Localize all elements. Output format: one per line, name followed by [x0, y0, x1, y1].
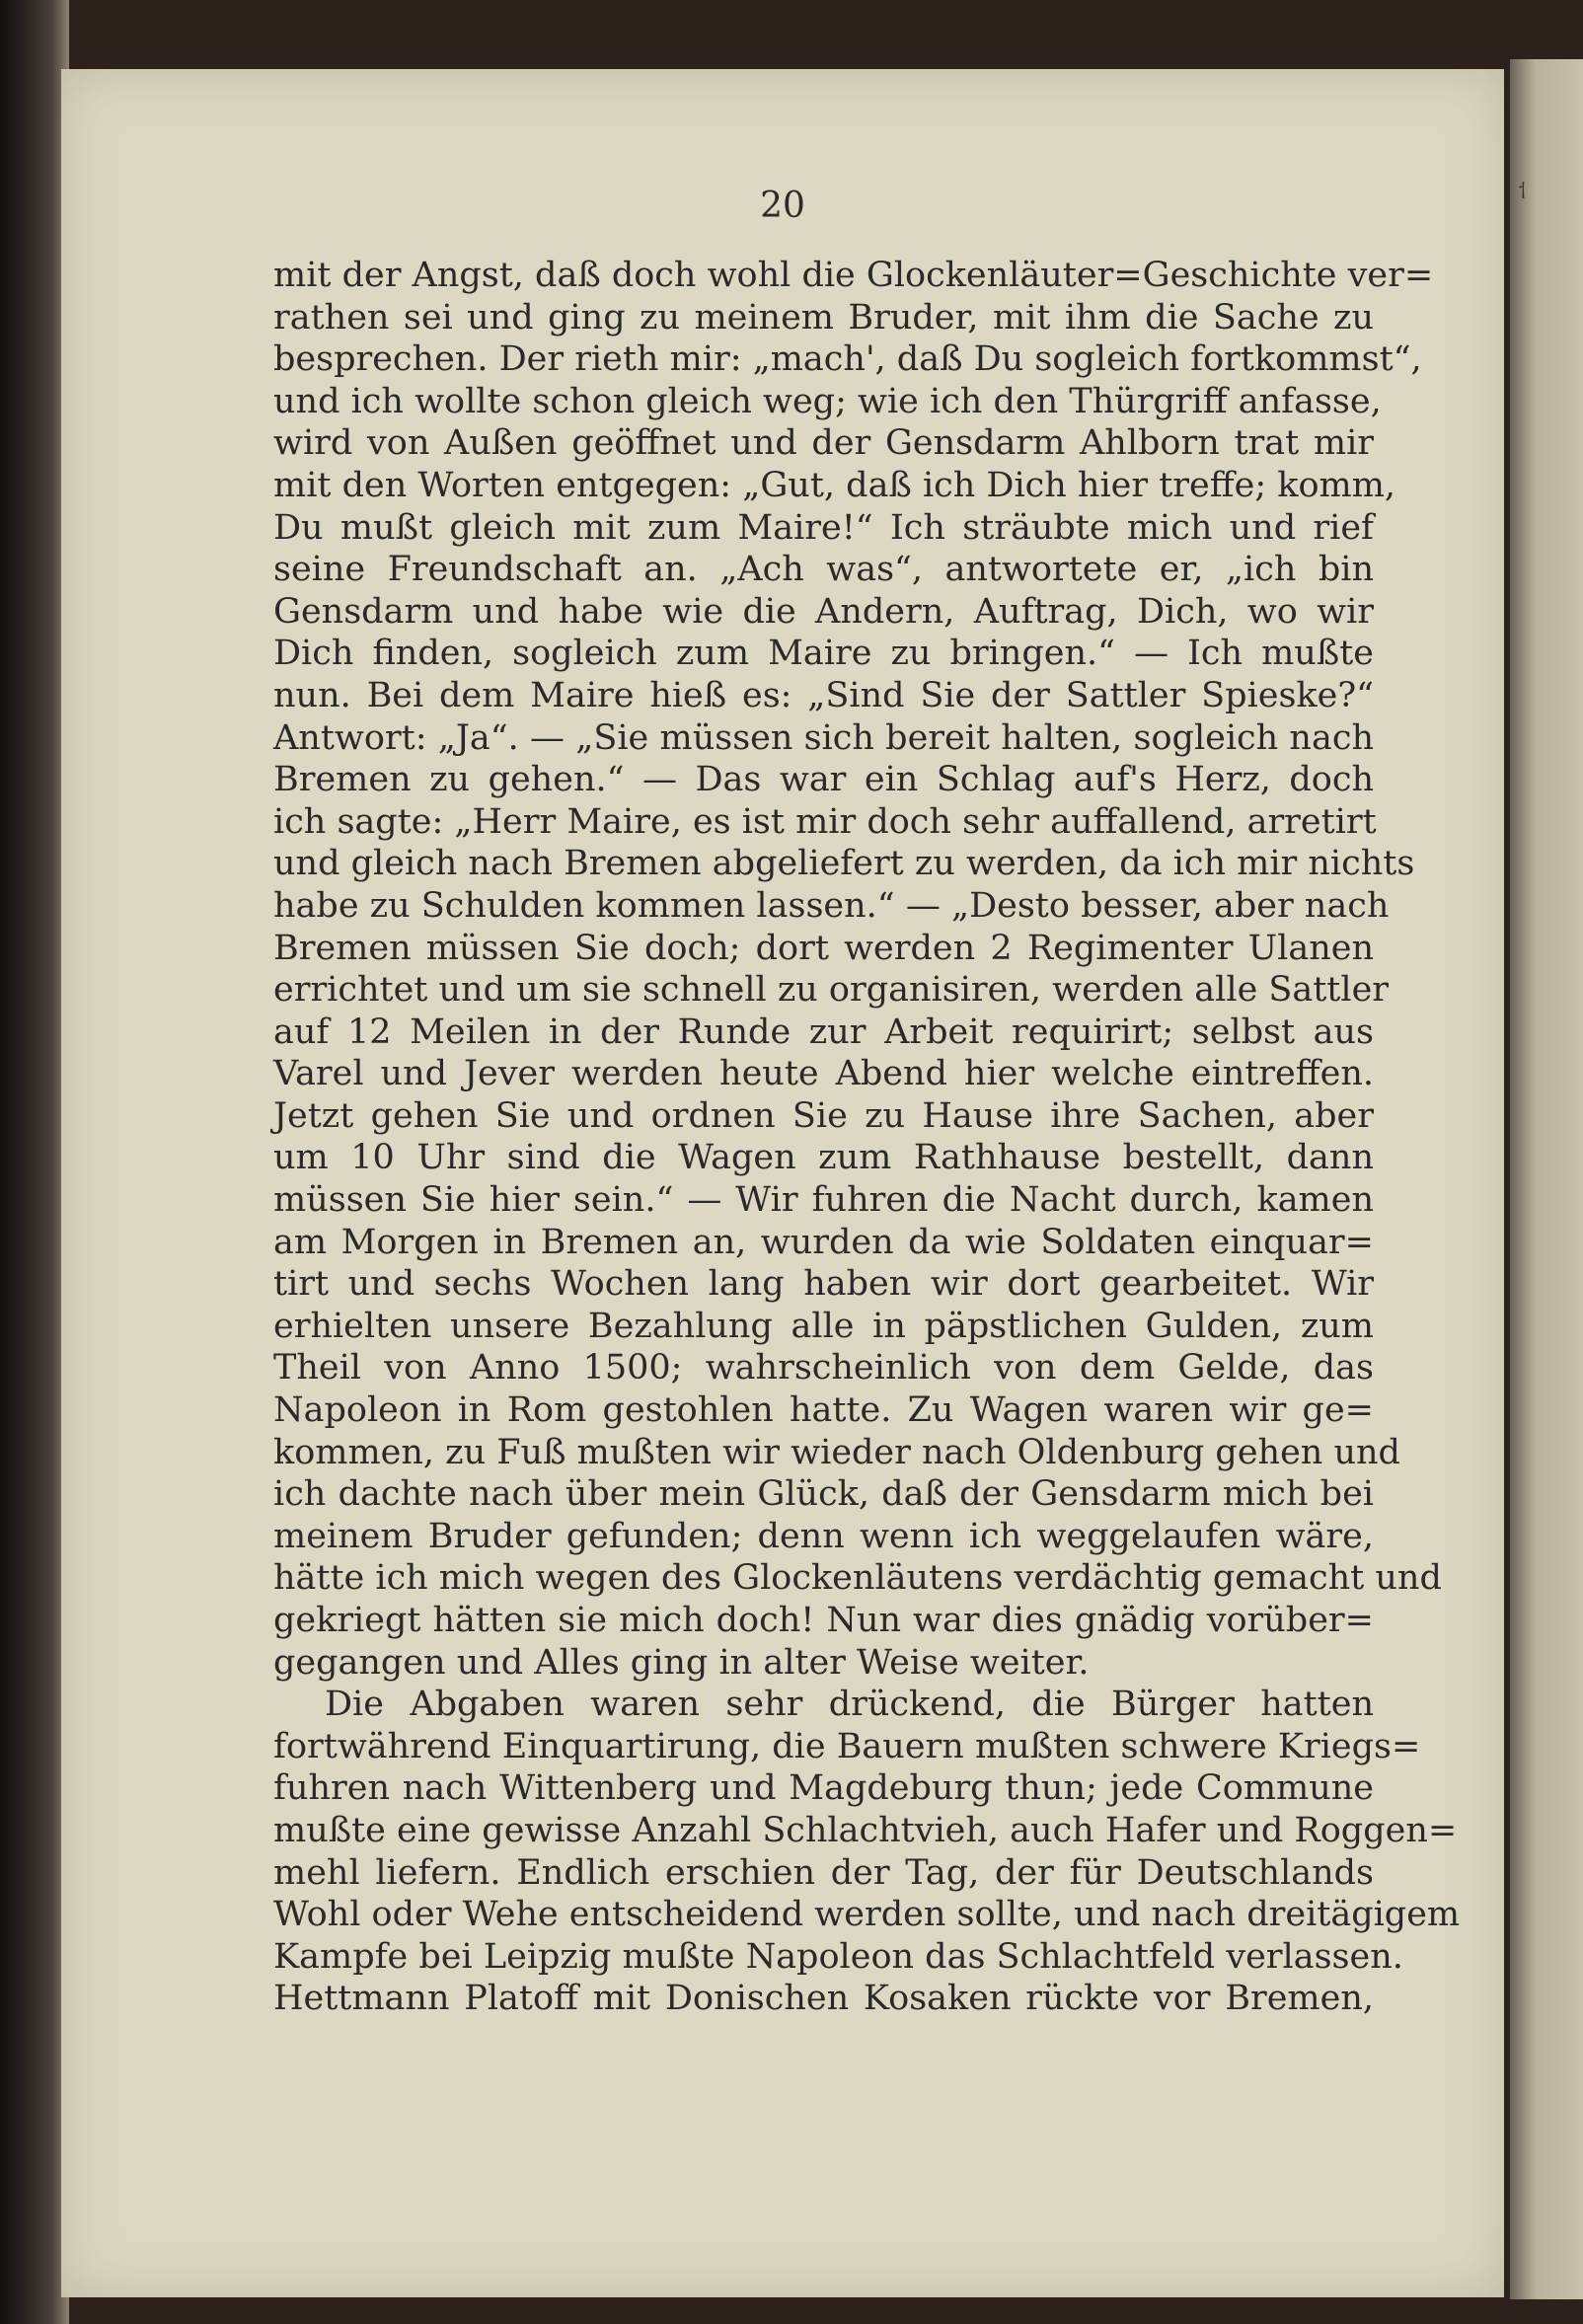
text-line: meinem Bruder gefunden; denn wenn ich weggelaufen wäre,	[273, 1516, 1374, 1556]
corner-mark: ⸶	[1518, 180, 1528, 204]
text-line: fortwährend Einquartirung, die Bauern mußten schwere Kriegs=	[273, 1726, 1421, 1766]
text-line: Gensdarm und habe wie die Andern, Auftrag, Dich, wo wir	[273, 591, 1374, 632]
text-line: ich sagte: „Herr Maire, es ist mir doch sehr auffallend, arretirt	[273, 801, 1377, 842]
text-line: Antwort: „Ja“. — „Sie müssen sich bereit halten, sogleich nach	[273, 717, 1374, 758]
text-line: Wohl oder Wehe entscheidend werden sollte, und nach dreitägigem	[273, 1895, 1461, 1935]
text-line: errichtet und um sie schnell zu organisiren, werden alle Sattler	[273, 970, 1390, 1011]
text-line: ich dachte nach über mein Glück, daß der Gensdarm mich bei	[273, 1474, 1374, 1515]
text-line: und ich wollte schon gleich weg; wie ich den Thürgriff anfasse,	[273, 381, 1382, 421]
scan-edge-left	[0, 0, 69, 2324]
text-line: mußte eine gewisse Anzahl Schlachtvieh, auch Hafer und Roggen=	[273, 1810, 1458, 1850]
text-line: Die Abgaben waren sehr drückend, die Bürger hatten	[325, 1685, 1374, 1725]
page-number: 20	[760, 186, 805, 226]
text-line: besprechen. Der rieth mir: „mach', daß Du sogleich fortkommst“,	[273, 339, 1422, 380]
text-line: Kampfe bei Leipzig mußte Napoleon das Schlachtfeld verlassen.	[273, 1936, 1403, 1977]
text-line: mit den Worten entgegen: „Gut, daß ich Dich hier treffe; komm,	[273, 465, 1396, 505]
text-line: fuhren nach Wittenberg und Magdeburg thun; jede Commune	[273, 1768, 1374, 1809]
text-line: erhielten unsere Bezahlung alle in päpstlichen Gulden, zum	[273, 1306, 1374, 1346]
text-line: hätte ich mich wegen des Glockenläutens verdächtig gemacht und	[273, 1558, 1442, 1599]
text-line: tirt und sechs Wochen lang haben wir dort gearbeitet. Wir	[273, 1264, 1374, 1305]
text-line: Bremen müssen Sie doch; dort werden 2 Regimenter Ulanen	[273, 928, 1374, 968]
text-line: wird von Außen geöffnet und der Gensdarm Ahlborn trat mir	[273, 423, 1374, 464]
text-line: Dich finden, sogleich zum Maire zu bringen.“ — Ich mußte	[273, 634, 1374, 674]
next-page-edge	[1510, 59, 1583, 2299]
text-line: seine Freundschaft an. „Ach was“, antwortete er, „ich bin	[273, 550, 1374, 590]
text-line: rathen sei und ging zu meinem Bruder, mit ihm die Sache zu	[273, 297, 1374, 337]
text-line: auf 12 Meilen in der Runde zur Arbeit requirirt; selbst aus	[273, 1012, 1374, 1052]
text-line: Hettmann Platoff mit Donischen Kosaken rückte vor Bremen,	[273, 1979, 1374, 2019]
text-line: Bremen zu gehen.“ — Das war ein Schlag auf's Herz, doch	[273, 760, 1374, 800]
text-line: gegangen und Alles ging in alter Weise weiter.	[273, 1642, 1090, 1683]
text-line: Jetzt gehen Sie und ordnen Sie zu Hause ihre Sachen, aber	[273, 1095, 1374, 1136]
text-line: Napoleon in Rom gestohlen hatte. Zu Wagen waren wir ge=	[273, 1390, 1374, 1431]
text-line: mehl liefern. Endlich erschien der Tag, der für Deutschlands	[273, 1852, 1374, 1893]
text-line: habe zu Schulden kommen lassen.“ — „Desto besser, aber nach	[273, 885, 1390, 926]
text-line: um 10 Uhr sind die Wagen zum Rathhause bestellt, dann	[273, 1138, 1374, 1178]
text-line: Theil von Anno 1500; wahrscheinlich von dem Gelde, das	[273, 1348, 1374, 1388]
text-line: kommen, zu Fuß mußten wir wieder nach Oldenburg gehen und	[273, 1432, 1400, 1472]
text-line: gekriegt hätten sie mich doch! Nun war dies gnädig vorüber=	[273, 1601, 1374, 1640]
body-text	[273, 255, 1461, 2020]
text-line: mit der Angst, daß doch wohl die Glockenläuter=Geschichte ver=	[273, 256, 1434, 295]
text-line: und gleich nach Bremen abgeliefert zu werden, da ich mir nichts	[273, 844, 1415, 884]
book-page	[61, 69, 1504, 2297]
text-line: am Morgen in Bremen an, wurden da wie Soldaten einquar=	[273, 1222, 1374, 1262]
text-line: Du mußt gleich mit zum Maire!“ Ich sträubte mich und rief	[273, 507, 1374, 548]
text-line: müssen Sie hier sein.“ — Wir fuhren die Nacht durch, kamen	[273, 1180, 1374, 1221]
text-line: nun. Bei dem Maire hieß es: „Sind Sie der Sattler Spieske?“	[273, 675, 1374, 715]
text-line: Varel und Jever werden heute Abend hier welche eintreffen.	[273, 1054, 1374, 1094]
